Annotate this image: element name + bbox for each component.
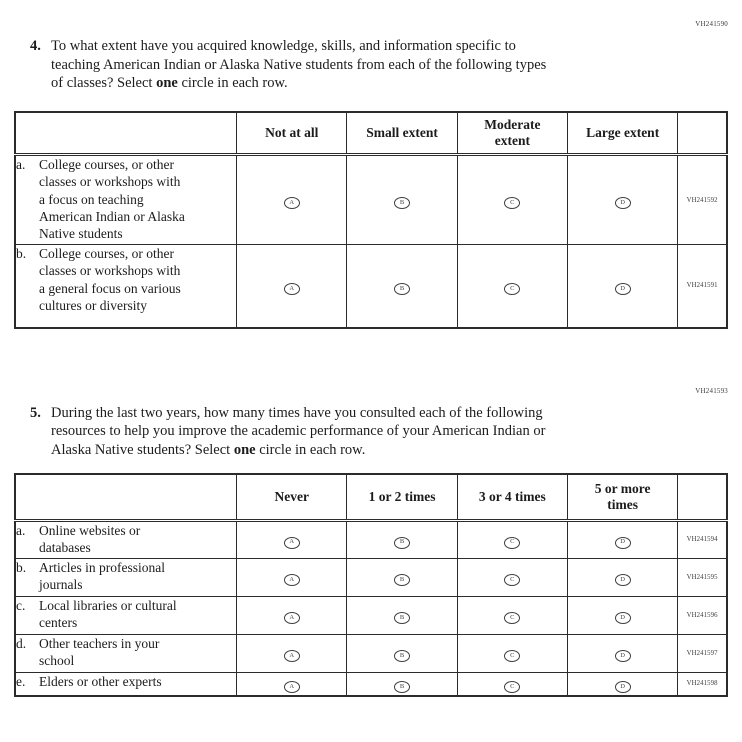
table-row-q5c <box>15 596 727 634</box>
q5d-row-label: d. Other teachers in your school <box>15 634 237 672</box>
response-circle-c[interactable]: C <box>504 612 520 624</box>
table-row-q5e <box>15 672 727 696</box>
q4b-cell-not-at-all <box>237 245 347 328</box>
q4a-row-label: a. College courses, or other classes or workshops with a focus on teaching American Indian or Alaska Native students <box>15 155 237 245</box>
response-circle-c[interactable]: C <box>504 283 520 295</box>
response-circle-c[interactable]: C <box>504 537 520 549</box>
response-circle-b[interactable]: B <box>394 283 410 295</box>
question-4 <box>30 37 728 93</box>
q5b-row-label: b. Articles in professional journals <box>15 558 237 596</box>
q5-header-code-blank <box>678 474 727 520</box>
q4-header-small-extent: Small extent <box>347 112 457 155</box>
response-circle-b[interactable]: B <box>394 650 410 662</box>
response-circle-a[interactable]: A <box>284 612 300 624</box>
q4a-cell-small-extent <box>347 155 457 245</box>
q4a-cell-not-at-all <box>237 155 347 245</box>
q5d-cell-never <box>237 634 347 672</box>
q4-header-blank <box>15 112 237 155</box>
q5a-cell-3-or-4 <box>457 520 567 558</box>
table-row-q5b <box>15 558 727 596</box>
q5-header-5-or-more-times: 5 or more times <box>568 474 678 520</box>
q5b-cell-5-or-more <box>568 558 678 596</box>
q5a-cell-5-or-more <box>568 520 678 558</box>
q5e-row-label: e. Elders or other experts <box>15 672 237 696</box>
row-code: VH241591 <box>678 245 727 328</box>
q5c-cell-5-or-more <box>568 596 678 634</box>
response-circle-c[interactable]: C <box>504 197 520 209</box>
row-letter: a. <box>16 157 26 172</box>
response-circle-c[interactable]: C <box>504 681 520 693</box>
response-circle-d[interactable]: D <box>615 283 631 295</box>
question-5-line-1: During the last two years, how many times have you consulted each of the following <box>51 404 543 421</box>
q5b-cell-1-or-2 <box>347 558 457 596</box>
q5b-cell-3-or-4 <box>457 558 567 596</box>
response-circle-d[interactable]: D <box>615 574 631 586</box>
q5c-row-label: c. Local libraries or cultural centers <box>15 596 237 634</box>
row-code: VH241595 <box>678 558 727 596</box>
response-circle-a[interactable]: A <box>284 537 300 549</box>
question-5-accession-code: VH241593 <box>695 386 728 395</box>
row-code: VH241597 <box>678 634 727 672</box>
q5e-cell-3-or-4 <box>457 672 567 696</box>
response-circle-b[interactable]: B <box>394 197 410 209</box>
table-row-q4a <box>15 155 727 245</box>
table-row-q5d <box>15 634 727 672</box>
q4-header-row <box>15 112 727 155</box>
q4a-cell-large-extent <box>568 155 678 245</box>
q4-header-moderate-extent: Moderate extent <box>457 112 567 155</box>
question-4-line-3: of classes? Select one circle in each row. <box>51 75 288 91</box>
question-4-accession-code: VH241590 <box>695 20 728 28</box>
response-circle-d[interactable]: D <box>615 650 631 662</box>
response-circle-a[interactable]: A <box>284 650 300 662</box>
response-circle-d[interactable]: D <box>615 537 631 549</box>
q4-header-large-extent: Large extent <box>568 112 678 155</box>
q4-header-not-at-all: Not at all <box>237 112 347 155</box>
q5a-row-label: a. Online websites or databases <box>15 520 237 558</box>
question-5-number: 5. <box>30 404 41 421</box>
q5-header-row <box>15 474 727 520</box>
q5-header-1-or-2-times: 1 or 2 times <box>347 474 457 520</box>
row-letter: e. <box>16 673 26 689</box>
response-circle-d[interactable]: D <box>615 681 631 693</box>
q4b-cell-large-extent <box>568 245 678 328</box>
response-circle-a[interactable]: A <box>284 283 300 295</box>
row-letter: d. <box>16 635 27 651</box>
response-circle-d[interactable]: D <box>615 197 631 209</box>
response-circle-d[interactable]: D <box>615 612 631 624</box>
q5a-cell-1-or-2 <box>347 520 457 558</box>
row-code: VH241598 <box>678 672 727 696</box>
row-code: VH241594 <box>678 520 727 558</box>
response-circle-c[interactable]: C <box>504 574 520 586</box>
question-4-number: 4. <box>30 38 41 54</box>
response-circle-a[interactable]: A <box>284 197 300 209</box>
response-circle-a[interactable]: A <box>284 574 300 586</box>
question-4-line-1: To what extent have you acquired knowledge, skills, and information specific to <box>51 38 516 54</box>
q5d-cell-3-or-4 <box>457 634 567 672</box>
question-4-line-2: teaching American Indian or Alaska Native students from each of the following types <box>51 56 547 73</box>
q5-header-blank <box>15 474 237 520</box>
q5c-cell-1-or-2 <box>347 596 457 634</box>
row-code: VH241592 <box>678 155 727 245</box>
response-circle-b[interactable]: B <box>394 537 410 549</box>
question-5 <box>30 404 728 460</box>
q4b-cell-small-extent <box>347 245 457 328</box>
response-circle-b[interactable]: B <box>394 681 410 693</box>
question-5-line-2: resources to help you improve the academic performance of your American Indian or <box>51 423 546 439</box>
question-5-text <box>51 404 728 460</box>
table-row-q4b <box>15 245 727 328</box>
question-5-line-3: Alaska Native students? Select one circle in each row. <box>51 441 366 458</box>
row-letter: b. <box>16 559 27 575</box>
question-5-response-table <box>14 473 728 697</box>
q4b-row-label: b. College courses, or other classes or workshops with a general focus on various cultures or diversity <box>15 245 237 328</box>
q4b-cell-moderate-extent <box>457 245 567 328</box>
question-4-response-table <box>14 111 728 329</box>
q5a-cell-never <box>237 520 347 558</box>
q5e-cell-never <box>237 672 347 696</box>
response-circle-b[interactable]: B <box>394 574 410 586</box>
row-letter: b. <box>16 246 27 261</box>
q5e-cell-1-or-2 <box>347 672 457 696</box>
row-letter: c. <box>16 597 26 613</box>
q5b-cell-never <box>237 558 347 596</box>
table-row-q5a <box>15 520 727 558</box>
row-code: VH241596 <box>678 596 727 634</box>
response-circle-b[interactable]: B <box>394 612 410 624</box>
q5c-cell-never <box>237 596 347 634</box>
q5-header-never: Never <box>237 474 347 520</box>
q5e-cell-5-or-more <box>568 672 678 696</box>
q5-header-3-or-4-times: 3 or 4 times <box>457 474 567 520</box>
q4a-cell-moderate-extent <box>457 155 567 245</box>
q5d-cell-1-or-2 <box>347 634 457 672</box>
q4-header-code-blank <box>678 112 727 155</box>
question-4-text <box>51 37 728 93</box>
q5d-cell-5-or-more <box>568 634 678 672</box>
response-circle-a[interactable]: A <box>284 681 300 693</box>
response-circle-c[interactable]: C <box>504 650 520 662</box>
q5c-cell-3-or-4 <box>457 596 567 634</box>
row-letter: a. <box>16 522 26 538</box>
